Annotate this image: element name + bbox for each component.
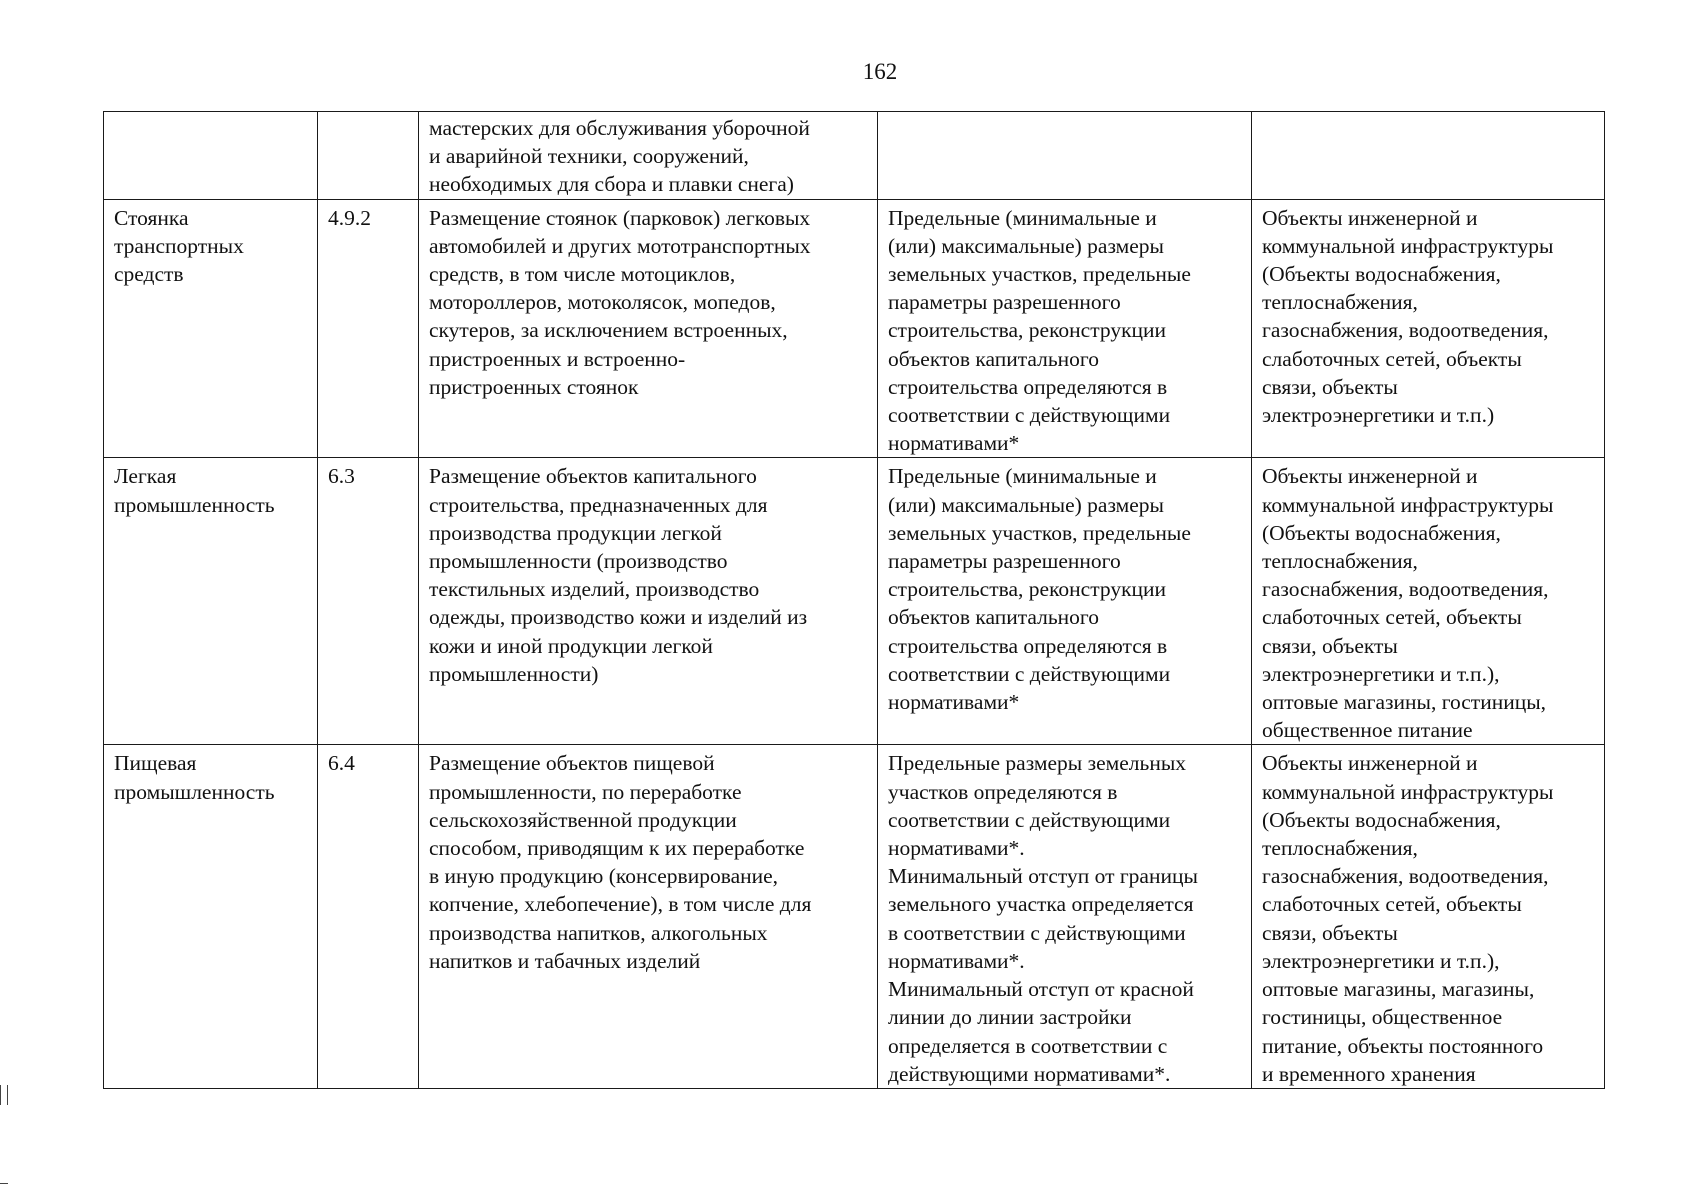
use-objects: Объекты инженерной и коммунальной инфраструктуры (Объекты водоснабжения, теплоснабжения, газоснабжения, водоотведения, слаботочных сетей, объекты связи, объекты электроэнергетики и т.п.), оптовые магазины, магазины, гостиницы, общественное питание, объекты постоянного и временного хранения — [1262, 751, 1554, 1086]
use-objects-cell — [1252, 112, 1605, 200]
use-name-cell — [104, 112, 318, 200]
use-parameters-cell — [878, 745, 1252, 1089]
use-code-cell — [318, 458, 419, 745]
table-row — [104, 199, 1605, 458]
use-code-cell — [318, 112, 419, 200]
use-name-cell — [104, 458, 318, 745]
page-number: 162 — [862, 59, 898, 84]
use-description-cell — [419, 458, 878, 745]
use-description-cell — [419, 745, 878, 1089]
use-objects-cell — [1252, 458, 1605, 745]
use-objects: Объекты инженерной и коммунальной инфраструктуры (Объекты водоснабжения, теплоснабжения, газоснабжения, водоотведения, слаботочных сетей, объекты связи, объекты электроэнергетики и т.п.) — [1262, 205, 1554, 428]
use-objects: Объекты инженерной и коммунальной инфраструктуры (Объекты водоснабжения, теплоснабжения, газоснабжения, водоотведения, слаботочных сетей, объекты связи, объекты электроэнергетики и т.п.), оптовые магазины, гостиницы, общественное питание — [1262, 464, 1554, 743]
use-parameters-cell — [878, 112, 1252, 200]
use-parameters-cell — [878, 199, 1252, 458]
use-parameters: Предельные (минимальные и (или) максимальные) размеры земельных участков, предельные параметры разрешенного строительства, реконструкции объектов капитального строительства определяются в соответствии с действующими нормативами* — [888, 205, 1191, 456]
table-row — [104, 112, 1605, 200]
use-objects-cell — [1252, 745, 1605, 1089]
use-code: 6.3 — [328, 464, 355, 489]
use-objects-cell — [1252, 199, 1605, 458]
use-description: Размещение объектов капитального строительства, предназначенных для производства продукции легкой промышленности (производство текстильных изделий, производство одежды, производство кожи и изделий из кожи и иной продукции легкой промышленности) — [429, 464, 808, 686]
use-description-cell — [419, 112, 878, 200]
use-name: Стоянка транспортных средств — [114, 205, 244, 287]
use-code-cell — [318, 745, 419, 1089]
use-description: Размещение объектов пищевой промышленности, по переработке сельскохозяйственной продукции способом, приводящим к их переработке в иную продукцию (консервирование, копчение, хлебопечение), в том числе для производства напитков, алкогольных напитков и табачных изделий — [429, 751, 812, 973]
use-description: Размещение стоянок (парковок) легковых автомобилей и других мототранспортных средств, в том числе мотоциклов, мотороллеров, мотоколясок, мопедов, скутеров, за исключением встроенных, пристроенных и встроенно- пристроенных стоянок — [429, 205, 811, 399]
table-row — [104, 745, 1605, 1089]
use-name-cell — [104, 745, 318, 1089]
table-row — [104, 458, 1605, 745]
scan-margin-mark — [0, 1085, 8, 1105]
use-code: 4.9.2 — [328, 205, 371, 230]
use-code: 6.4 — [328, 751, 355, 776]
use-description: мастерских для обслуживания уборочной и аварийной техники, сооружений, необходимых для сбора и плавки снега) — [429, 116, 810, 197]
use-parameters: Предельные (минимальные и (или) максимальные) размеры земельных участков, предельные параметры разрешенного строительства, реконструкции объектов капитального строительства определяются в соответствии с действующими нормативами* — [888, 464, 1191, 715]
scan-margin-line — [0, 1183, 8, 1184]
use-name: Пищевая промышленность — [114, 751, 275, 804]
use-name: Легкая промышленность — [114, 464, 275, 517]
land-use-table — [103, 111, 1605, 1089]
use-description-cell — [419, 199, 878, 458]
use-name-cell — [104, 199, 318, 458]
use-parameters: Предельные размеры земельных участков определяются в соответствии с действующими нормативами*. Минимальный отступ от границы земельного участка определяется в соответствии с действующими нормативами*. Минимальный отступ от красной линии до линии застройки определяется в соответствии с действующими нормативами*. — [888, 751, 1198, 1086]
use-code-cell — [318, 199, 419, 458]
use-parameters-cell — [878, 458, 1252, 745]
